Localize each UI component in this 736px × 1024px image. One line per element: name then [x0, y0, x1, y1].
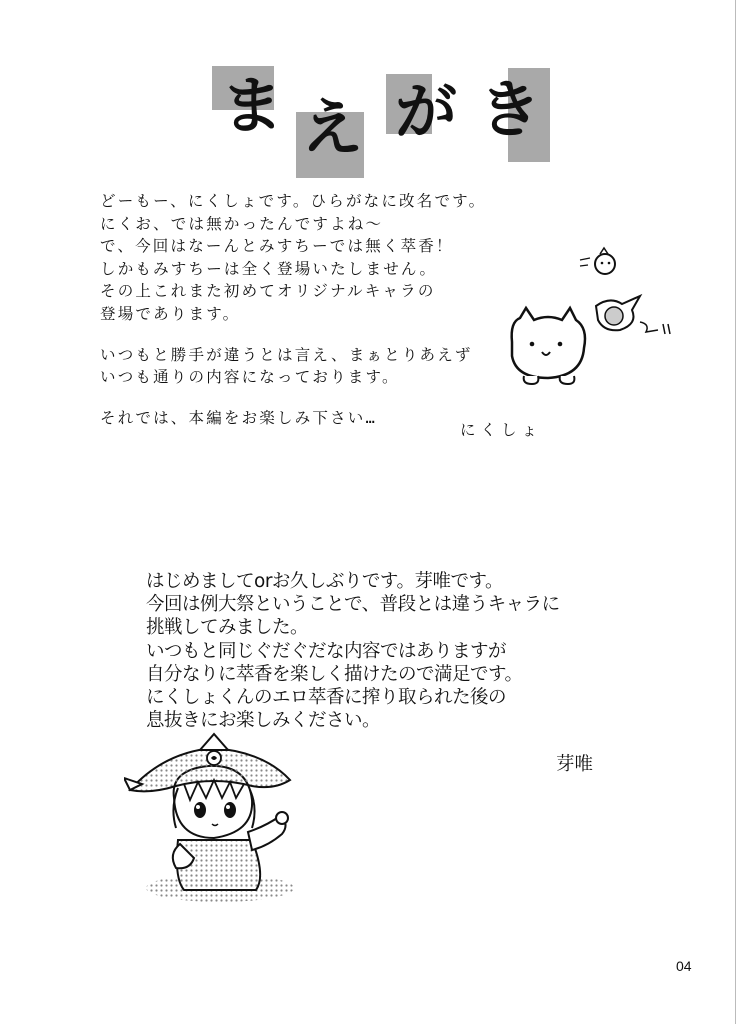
text-line: いつもと同じぐだぐだな内容ではありますが	[146, 640, 507, 662]
text-line: 挑戦してみました。	[146, 617, 309, 639]
text-line: いつも通りの内容になっております。	[100, 368, 400, 387]
floating-creature-icon	[580, 248, 615, 274]
text-line: にくお、では無かったんですよね～	[100, 214, 384, 233]
text-line: 今回は例大祭ということで、普段とは違うキャラに	[146, 594, 560, 616]
right-eye	[224, 802, 236, 818]
text-line: その上これまた初めてオリジナルキャラの	[100, 282, 436, 301]
winged-character-icon	[596, 296, 670, 334]
text-line: で、今回はなーんとみすちーでは無く萃香！	[100, 237, 454, 256]
round-cat-face-icon	[512, 308, 585, 384]
title-char-1	[212, 66, 292, 146]
text-line: はじめましてorお久しぶりです。芽唯です。	[146, 571, 503, 592]
text-line: にくしょくんのエロ萃香に搾り取られた後の	[146, 686, 507, 708]
text-line: いつもと勝手が違うとは言え、まぁとりあえず	[100, 345, 473, 364]
title-glyph: き	[478, 73, 541, 146]
text-line: 自分なりに萃香を楽しく描けたので満足です。	[146, 663, 523, 685]
text-line: どーもー、にくしょです。ひらがなに改名です。	[100, 192, 487, 210]
text-line: しかもみすちーは全く登場いたしません。	[100, 259, 438, 278]
chibi-girl-in-hat-illustration	[124, 728, 304, 908]
left-eye	[194, 802, 206, 818]
title-glyph: え	[300, 91, 363, 164]
signature-author-2: 芽唯	[556, 754, 594, 775]
signature-author-1: にくしょ	[460, 421, 543, 439]
title-glyph: が	[394, 75, 457, 148]
title-char-3	[386, 72, 466, 152]
page-number: 04	[676, 958, 692, 974]
text-line: それでは、本編をお楽しみ下さい…	[100, 408, 378, 427]
text-line: 登場であります。	[100, 304, 241, 323]
page-title	[200, 62, 560, 182]
title-char-4	[470, 70, 550, 150]
title-char-2	[292, 88, 372, 168]
chibi-cat-characters-illustration	[500, 238, 680, 398]
paragraph-gap	[100, 326, 520, 344]
preface-text-1	[100, 190, 520, 429]
preface-text-2	[146, 570, 626, 732]
paragraph-gap	[100, 389, 520, 407]
text-line: 息抜きにお楽しみください。	[146, 710, 381, 732]
title-glyph: ま	[220, 69, 283, 142]
